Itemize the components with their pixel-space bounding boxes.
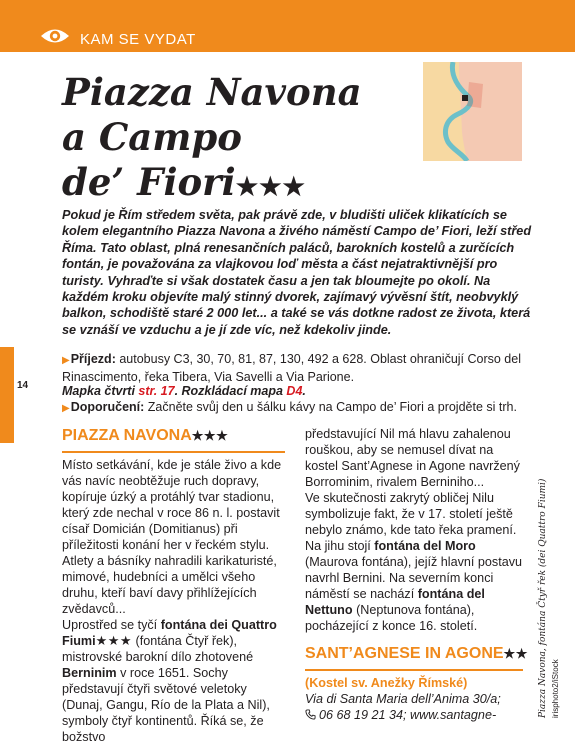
map-reference bbox=[62, 383, 532, 399]
section-heading-text: SANT’AGNESE IN AGONE bbox=[305, 645, 504, 662]
contact-text: 06 68 19 21 34; www.santagne- bbox=[319, 708, 497, 722]
eye-icon bbox=[40, 26, 70, 46]
triangle-bullet-icon: ▶ bbox=[62, 355, 70, 366]
section-label: KAM SE VYDAT bbox=[80, 31, 196, 48]
text-run: v roce 1651. Sochy představují čtyři světové veletoky (Dunaj, Gangu, Río de la Plata a Nil), symboly čtyř kontinentů. Říká se, že božstvo bbox=[62, 666, 270, 744]
map-ref-text-e: . bbox=[302, 384, 306, 398]
artist-name: Berninim bbox=[62, 666, 117, 680]
tip-label: Doporučení: bbox=[70, 400, 145, 414]
section-body bbox=[305, 426, 523, 634]
paragraph bbox=[62, 617, 285, 745]
title-line-2: a Campo bbox=[62, 115, 242, 159]
fountain-name: fontána del Moro bbox=[374, 539, 476, 553]
address: Via di Santa Maria dell’Anima 30/a; bbox=[305, 692, 501, 706]
phone-icon bbox=[305, 709, 316, 720]
rating-stars: ★★★ bbox=[95, 633, 133, 648]
arrival-info bbox=[62, 351, 532, 385]
photo-caption bbox=[538, 479, 561, 718]
map-page-link[interactable]: str. 17 bbox=[138, 384, 175, 398]
arrival-label: Příjezd: bbox=[70, 352, 116, 366]
text-run: Ve skutečnosti zakrytý obličej Nilu symbolizuje fakt, že v 17. století ještě nebylo známo, kde tato řeka pramení. Na jihu stojí bbox=[305, 491, 517, 553]
church-subtitle: (Kostel sv. Anežky Římské) bbox=[305, 676, 468, 690]
tip-info bbox=[62, 399, 532, 417]
title-line-3 bbox=[62, 160, 402, 209]
photo-credit: irisphoto2/iStock bbox=[551, 659, 560, 718]
arrival-text: autobusy C3, 30, 70, 81, 87, 130, 492 a 628. Oblast ohraničují Corso del Rinascimento, řeka Tibera, Via Savelli a Via Parione. bbox=[62, 352, 521, 384]
intro-paragraph: Pokud je Řím středem světa, pak právě zde, v bludišti uliček klikatících se kolem elegantního Piazza Navona a živého náměstí Campo de’ Fiori, leží střed Říma. Tato oblast, plná renesančních paláců, barokních kostelů a zurčících fontán, je považována za vlajkovou loď města a část nejatraktivnější pro turisty. Vyhraďte si však dostatek času a jen tak bloumejte po okolí. Na každém kroku objevíte malý stinný dvorek, zajímavý vývěsní štít, neobvyklý balkon, schodiště staré 2 000 let... a také se vás dotkne radost ze života, která se vznáší ve vzduchu a je jí zde víc, než kdekoliv jinde. bbox=[62, 208, 532, 337]
section-heading-text: PIAZZA NAVONA bbox=[62, 427, 192, 444]
section-header-bar bbox=[0, 0, 575, 52]
paragraph bbox=[305, 490, 523, 634]
rating-stars: ★★ bbox=[503, 646, 528, 661]
column-right bbox=[305, 426, 528, 723]
text-run: (fontána Čtyř řek), mistrovské barokní dílo zhotovené bbox=[62, 634, 254, 664]
text-run: Uprostřed se tyčí bbox=[62, 618, 161, 632]
paragraph: představující Nil má hlavu zahalenou rouškou, aby se nemusel dívat na kostel Sant’Agnese in Agone navržený Borrominim, rivalem Berniniho... bbox=[305, 427, 520, 489]
district-map bbox=[423, 62, 522, 161]
tip-text: Začněte svůj den u šálku kávy na Campo de’ Fiori a projděte si trh. bbox=[144, 400, 517, 414]
page-number: 14 bbox=[17, 380, 29, 391]
title-line-3-text: de’ Fiori bbox=[62, 160, 236, 204]
map-ref-text-c: . Rozkládací mapa bbox=[174, 384, 287, 398]
title-stars: ★★★ bbox=[235, 172, 306, 201]
fountain-name: fontána del Nettuno bbox=[305, 587, 485, 617]
contact-line bbox=[305, 707, 523, 723]
caption-text: Piazza Navona, fontána Čtyř řek (dei Quattro Fiumi) bbox=[538, 478, 548, 718]
section-heading-sant-agnese bbox=[305, 644, 528, 671]
text-run: (Maurova fontána), jejíž hlavní postavu navrhl Bernini. Na severním konci náměstí se nachází bbox=[305, 555, 523, 601]
page-tab bbox=[0, 347, 14, 443]
column-left bbox=[62, 426, 285, 745]
triangle-bullet-icon: ▶ bbox=[62, 403, 70, 414]
page-title bbox=[62, 70, 402, 209]
fountain-name: fontána dei Quattro Fiumi bbox=[62, 618, 277, 648]
paragraph: Místo setkávání, kde je stále živo a kde vás navíc neobtěžuje ruch dopravy, kopíruje úzký a protáhlý tvar stadionu, který zde nechal v roce 86 n. l. postavit císař Domicián (Domitianus) při příležitosti konání her v řeckém stylu. Atlety a básníky nahradili karikaturisté, mimové, hudebníci a umělci všeho druhu, kteří baví davy přihlížejících zvědavců... bbox=[62, 458, 282, 616]
text-run: (Neptunova fontána), pocházející z konce 16. století. bbox=[305, 603, 478, 633]
section-heading-piazza-navona bbox=[62, 426, 285, 453]
map-grid-link[interactable]: D4 bbox=[286, 384, 303, 398]
map-ref-text-a: Mapka čtvrti bbox=[62, 384, 139, 398]
section-body bbox=[62, 457, 285, 745]
title-line-1: Piazza Navona bbox=[62, 70, 362, 114]
rating-stars: ★★★ bbox=[191, 428, 229, 443]
